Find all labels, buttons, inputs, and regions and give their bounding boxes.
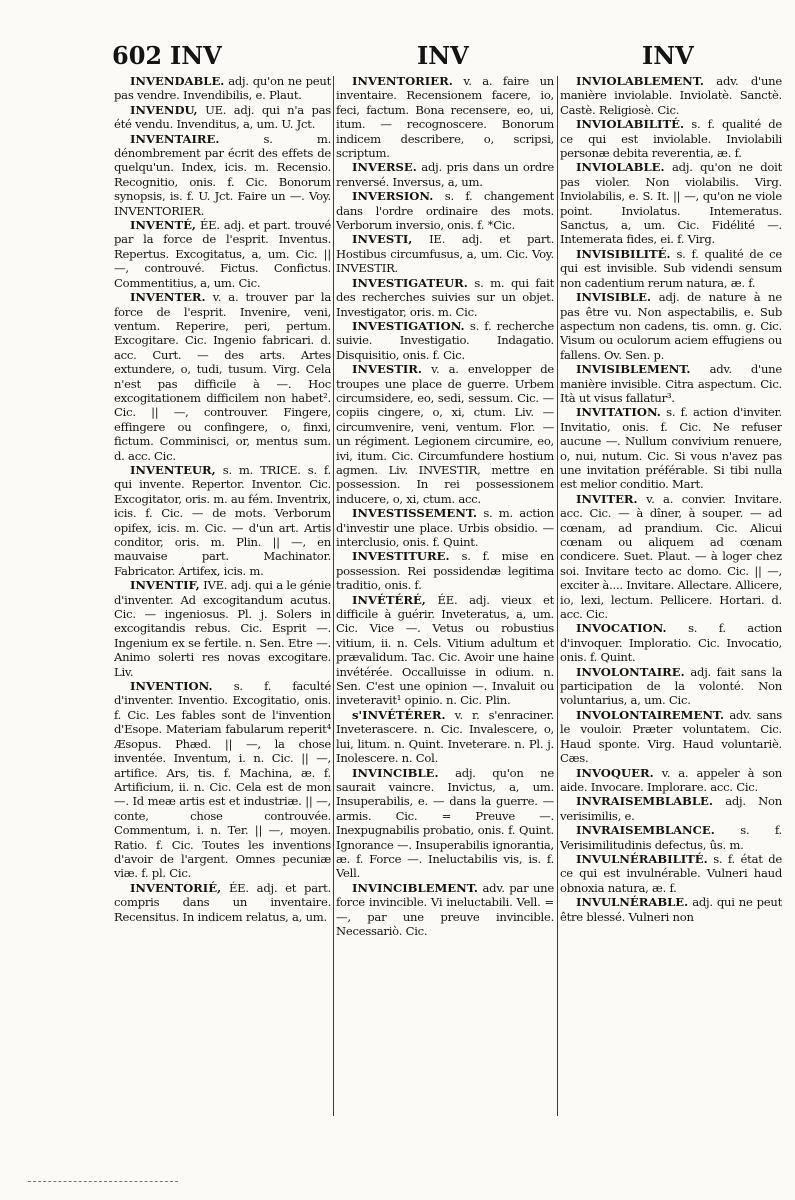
entry-definition: v. a. trouver par la force de l'esprit. Invenire, veni, ventum. Reperire, peri, pertum. Excogitare. Cic. Ingenio fabricari. d. acc. Curt. — des arts. Artes extundere, o, tudi, tusum. Virg. Cela n'est pas difficile à —. Hoc excogitationem difficilem non habet². Cic. || —, controuver. Fingere, effingere ou confingere, o, finxi, fictum. Comminisci, or, mentus sum. d. acc. Cic. [114,290,331,463]
entry-headword: INVENTORIÉ, [130,880,222,895]
dictionary-entry [560,492,782,622]
entry-definition: adv. d'une manière inviolable. Inviolatè. Sanctè. Castè. Religiosè. Cic. [560,74,782,117]
entry-definition: IE. adj. et part. Hostibus circumfusus, a, um. Cic. Voy. INVESTIR. [336,232,554,276]
entry-definition: s. m. dénombrement par écrit des effets de quelqu'un. Index, icis. m. Recensio. Recognitio, onis. f. Cic. Bonorum synopsis, is. f. U. Jct. Faire un —. Voy. INVENTORIER. [114,131,331,218]
dictionary-entry [114,218,331,290]
entry-definition: s. f. mise en possession. Rei possidendæ legitima traditio, onis. f. [336,549,554,593]
entry-headword: INVENTIF, [130,578,200,593]
entry-definition: ÉE. adj. et part. trouvé par la force de l'esprit. Inventus. Repertus. Excogitatus, a, um. Cic. || —, controuvé. Fictus. Confictus. Commentitius, a, um. Cic. [114,218,331,290]
entry-headword: INVIOLABILITÉ. [576,117,684,132]
dictionary-entry [114,679,331,881]
entry-definition: ÉE. adj. et part. compris dans un inventaire. Recensitus. In indicem relatus, a, um. [114,880,331,924]
dictionary-entry [336,276,554,319]
running-header [112,42,780,76]
entry-definition: adj. fait sans la participation de la volonté. Non voluntarius, a, um. Cic. [560,664,782,708]
dictionary-entry [114,132,331,218]
dictionary-entry [336,506,554,549]
entry-headword: INVENTORIER. [352,74,453,88]
entry-definition: adj. qui ne peut être blessé. Vulneri non [560,895,782,924]
dictionary-entry [560,895,782,924]
entry-definition: s. f. état de ce qui est invulnérable. Vulneri haud obnoxia natura, æ. f. [560,851,782,895]
dictionary-entry [560,247,782,290]
dictionary-entry [560,160,782,246]
dictionary-entry [336,708,554,766]
dictionary-entry [336,593,554,708]
column-rule [333,76,334,1116]
entry-headword: INVENTION. [130,679,213,694]
entry-headword: INVESTIGATEUR. [352,275,468,290]
entry-headword: INVRAISEMBLABLE. [576,794,713,809]
entry-definition: v. a. faire un inventaire. Recensionem facere, io, feci, factum. Bona recensere, eo, ui, itum. — recognoscere. Bonorum indicem describere, o, scripsi, scriptum. [336,74,554,161]
entry-definition: s. f. faculté d'inventer. Inventio. Excogitatio, onis. f. Cic. Les fables sont de l'invention d'Esope. Materiam fabularum reperit⁴ Æsopus. Phæd. || —, la chose inventée. Inventum, i. n. Cic. || —, artifice. Ars, tis. f. Machina, æ. f. Artificium, ii. n. Cic. Cela est de mon —. Id meæ artis est et industriæ. || —, conte, chose controuvée. Commentum, i. n. Ter. || —, moyen. Ratio. f. Cic. Toutes les inventions d'avoir de l'argent. Omnes pecuniæ viæ. f. pl. Cic. [114,679,331,881]
entry-headword: INVESTISSEMENT. [352,506,478,521]
entry-headword: INVÉTÉRÉ, [352,592,426,607]
entry-definition: adj. qu'on ne saurait vaincre. Invictus, a, um. Insuperabilis, e. — dans la guerre. — armis. Cic. = Preuve —. Inexpugnabilis probatio, onis. f. Quint. Ignorance —. Insuperabilis ignorantia, æ. f. Force —. Ineluctabilis vis, is. f. Vell. [336,765,554,881]
entry-headword: INVENTEUR, [130,462,216,477]
entry-definition: s. m. qui fait des recherches suivies sur un objet. Investigator, oris. m. Cic. [336,275,554,319]
entry-definition: adj. qu'on ne peut pas vendre. Invendibilis, e. Plaut. [114,74,331,103]
entry-definition: s. m. action d'investir une place. Urbis obsidio. — interclusio, onis. f. Quint. [336,506,554,549]
entry-definition: s. f. qualité de ce qui est inviolable. Inviolabili personæ debita reverentia, æ. f. [560,117,782,161]
dictionary-entry [114,74,331,103]
entry-definition: s. f. action d'inviter. Invitatio, onis. f. Cic. Ne refuser aucune —. Nullum convivium renuere, o, nui, nutum. Cic. Si vous n'avez pas une invitation préférable. Si tibi nulla est melior conditio. Mart. [560,405,782,492]
entry-headword: INVULNÉRABLE. [576,895,689,910]
dictionary-entry [560,117,782,160]
dictionary-entry [114,881,331,924]
dictionary-entry [336,232,554,275]
entry-definition: UE. adj. qui n'a pas été vendu. Invenditus, a, um. U. Jct. [114,102,331,132]
entry-definition: adj. qu'on ne doit pas violer. Non violabilis. Virg. Inviolabilis, e. S. It. || —, qu'on ne viole point. Inviolatus. Intemeratus. Sanctus, a, um. Cic. Fidélité —. Intemerata fides, ei. f. Virg. [560,160,782,247]
entry-headword: INVENDU, [130,102,198,117]
entry-definition: s. f. qualité de ce qui est invisible. Sub videndi sensum non cadentium rerum natura, æ. f. [560,246,782,290]
entry-headword: INVENTER. [130,290,206,305]
entry-headword: INVESTIR. [352,362,422,377]
dictionary-entry [560,708,782,766]
entry-headword: INVINCIBLEMENT. [352,880,478,895]
dictionary-entry [560,794,782,823]
entry-headword: INVENTÉ, [130,218,196,233]
column-rule [557,76,558,1116]
entry-definition: ÉE. adj. vieux et difficile à guérir. Inveteratus, a, um. Cic. Vice —. Vetus ou robustius vitium, ii. n. Cels. Vitium adultum et prævalidum. Tac. Cic. Avoir une haine invétérée. Occalluisse in odium. n. Sen. C'est une opinion —. Invaluit ou inveteravit¹ opinio. n. Cic. Plin. [336,592,554,708]
dictionary-entry [560,823,782,852]
entry-definition: adv. par une force invincible. Vi ineluctabili. Vell. = —, par une preuve invincible. Necessariò. Cic. [336,880,554,938]
entry-definition: adv. d'une manière invisible. Citra aspectum. Cic. Ità ut visus fallatur³. [560,362,782,405]
entry-headword: INVOLONTAIREMENT. [576,707,725,722]
entry-definition: adj. de nature à ne pas être vu. Non aspectabilis, e. Sub aspectum non cadens, tis. omn. g. Cic. Visum ou oculorum aciem effugiens ou fallens. Ov. Sen. p. [560,290,782,362]
dictionary-entry [336,319,554,362]
entry-definition: s. f. action d'invoquer. Imploratio. Cic. Invocatio, onis. f. Quint. [560,621,782,665]
entry-definition: adv. sans le vouloir. Præter voluntatem. Cic. Haud sponte. Virg. Haud voluntariè. Cæs. [560,707,782,766]
dictionary-entry [560,766,782,795]
entry-headword: INVISIBILITÉ. [576,246,671,261]
entry-headword: INVIOLABLEMENT. [576,74,704,88]
dictionary-entry [560,74,782,117]
column-left [114,74,331,1118]
entry-definition: v. a. envelopper de troupes une place de guerre. Urbem circumsidere, eo, sedi, sessum. Cic. — copiis cingere, o, xi, ctum. Liv. — circumvenire, veni, ventum. Flor. — un régiment. Legionem circumire, eo, ivi, itum. Cic. Circumfundere hostium agmen. Liv. INVESTIR, mettre en possession. In rei possessionem inducere, o, xi, ctum. acc. [336,362,554,506]
page-number: 602 [112,41,163,70]
entry-definition: s. f. changement dans l'ordre ordinaire des mots. Verborum inversio, onis. f. *Cic. [336,189,554,233]
dictionary-entry [560,852,782,895]
entry-headword: INVITATION. [576,405,661,420]
entry-definition: s. m. TRICE. s. f. qui invente. Repertor. Inventor. Cic. Excogitator, oris. m. au fém. Inventrix, icis. f. Cic. — de mots. Verborum opifex, icis. m. Cic. — d'un art. Artis conditor, oris. m. Plin. || —, en mauvaise part. Machinator. Fabricator. Artifex, icis. m. [114,462,331,578]
dictionary-entry [114,578,331,679]
entry-headword: INVISIBLEMENT. [576,362,691,377]
entry-headword: INVESTITURE. [352,549,450,564]
entry-headword: INVINCIBLE. [352,765,439,780]
dictionary-entry [114,290,331,463]
dictionary-entry [560,405,782,491]
entry-headword: INVESTIGATION. [352,318,465,333]
column-middle [336,74,554,1118]
guide-word-right: INV [642,41,694,70]
entry-definition: v. a. convier. Invitare. acc. Cic. — à dîner, à souper. — ad cœnam, ad prandium. Cic. Alicui cœnam ou aliquem ad cœnam condicere. Suet. Plaut. — à loger chez soi. Invitare tecto ac domo. Cic. || —, exciter à.... Invitare. Allectare. Allicere, io, lexi, lectum. Pellicere. Hortari. d. acc. Cic. [560,491,782,622]
entry-definition: v. r. s'enraciner. Inveterascere. n. Cic. Invalescere, o, lui, litum. n. Quint. Inveterare. n. Pl. j. Inolescere. n. Col. [336,707,554,766]
entry-headword: INVIOLABLE. [576,160,665,175]
dictionary-entry [114,463,331,578]
entry-definition: v. a. appeler à son aide. Invocare. Implorare. acc. Cic. [560,765,782,794]
dictionary-entry [336,549,554,592]
guide-word-left: INV [170,41,222,70]
entry-headword: INVERSION. [352,189,434,204]
entry-headword: INVRAISEMBLANCE. [576,823,715,838]
dictionary-entry [336,189,554,232]
entry-definition: adj. pris dans un ordre renversé. Inversus, a, um. [336,160,554,189]
entry-headword: INVESTI, [352,232,413,247]
entry-headword: INVENDABLE. [130,74,225,88]
entry-definition: s. f. Verisimilitudinis defectus, ûs. m. [560,823,782,852]
entry-definition: adj. Non verisimilis, e. [560,794,782,823]
column-right [560,74,782,1118]
dictionary-entry [336,766,554,881]
entry-headword: INVITER. [576,491,638,506]
dictionary-entry [336,362,554,506]
entry-headword: INVENTAIRE. [130,131,220,146]
entry-headword: INVOCATION. [576,621,667,636]
dictionary-entry [560,621,782,664]
dictionary-entry [336,74,554,160]
dictionary-entry [336,160,554,189]
dictionary-entry [336,881,554,939]
entry-definition: s. f. recherche suivie. Investigatio. Indagatio. Disquisitio, onis. f. Cic. [336,318,554,362]
dictionary-entry [560,665,782,708]
entry-headword: INVOLONTAIRE. [576,664,685,679]
dictionary-entry [114,103,331,132]
dictionary-entry [560,362,782,405]
entry-headword: s'INVÉTÉRER. [352,707,446,722]
entry-headword: INVOQUER. [576,765,654,780]
entry-headword: INVULNÉRABILITÉ. [576,851,708,866]
entry-definition: IVE. adj. qui a le génie d'inventer. Ad excogitandum acutus. Cic. — ingeniosus. Pl. j. Solers in excogitandis rebus. Cic. Esprit —. Ingenium ex se fertile. n. Sen. Etre —. Animo solerti res novas excogitare. Liv. [114,578,331,679]
entry-headword: INVERSE. [352,160,417,175]
guide-word-center: INV [417,41,469,70]
dictionary-entry [560,290,782,362]
entry-headword: INVISIBLE. [576,290,652,305]
footer-rule [28,1181,178,1182]
